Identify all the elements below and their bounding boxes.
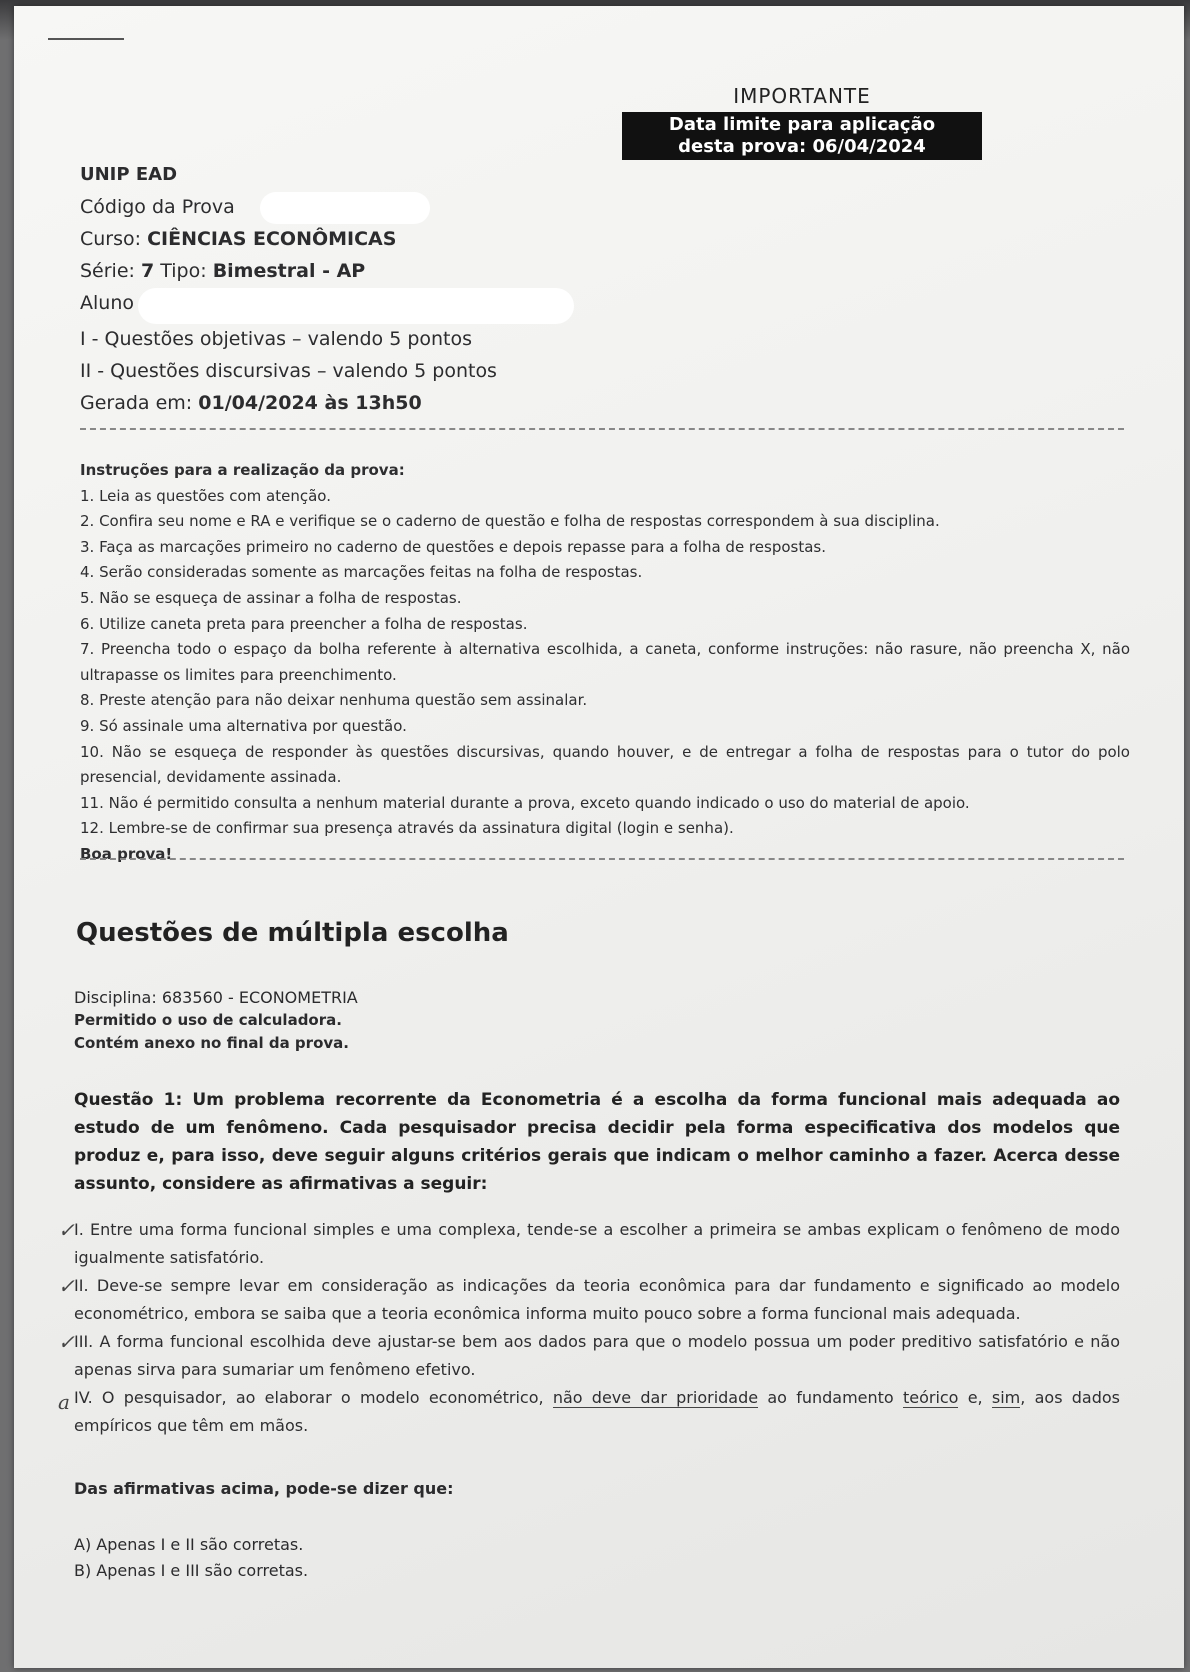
affirmative-item <box>58 1216 1120 1272</box>
instruction-item: 8. Preste atenção para não deixar nenhuma questão sem assinalar. <box>80 691 588 710</box>
affirmative-text: , aos dados empíricos que têm em mãos. <box>74 1388 1121 1435</box>
generated-value: 01/04/2024 às 13h50 <box>198 392 422 414</box>
deadline-box <box>622 112 982 160</box>
instruction-item: 2. Confira seu nome e RA e verifique se o caderno de questão e folha de respostas correspondem à sua disciplina. <box>80 512 940 531</box>
affirmative-item <box>58 1272 1120 1328</box>
important-notice <box>622 84 982 160</box>
student-line <box>80 292 134 314</box>
closing-text: Boa prova! <box>80 844 173 863</box>
affirmative-text: I. Entre uma forma funcional simples e uma complexa, tende-se a escolher a primeira se ambas explicam o fenômeno de modo igualmente satisfatório. <box>74 1220 1120 1267</box>
type-value: Bimestral - AP <box>212 260 366 282</box>
divider-top <box>80 428 1124 430</box>
instruction-item: 12. Lembre-se de confirmar sua presença através da assinatura digital (login e senha). <box>80 819 734 838</box>
options-list <box>74 1532 308 1584</box>
handwritten-check-mark: ✓ <box>58 1218 75 1242</box>
instruction-item: 9. Só assinale uma alternativa por questão. <box>80 716 407 735</box>
handwritten-check-mark: ✓ <box>58 1330 75 1354</box>
affirmative-text: e, <box>958 1388 992 1407</box>
redaction-code <box>260 192 430 224</box>
instruction-item: 5. Não se esqueça de assinar a folha de respostas. <box>80 588 462 607</box>
option-a: A) Apenas I e II são corretas. <box>74 1535 304 1554</box>
discipline-block <box>74 986 358 1055</box>
type-label: Tipo: <box>154 260 213 282</box>
calculator-note: Permitido o uso de calculadora. <box>74 1011 342 1029</box>
redaction-student <box>138 288 574 324</box>
instruction-item: 1. Leia as questões com atenção. <box>80 486 331 505</box>
underlined-text: teórico <box>902 1388 959 1407</box>
course-line <box>80 228 396 250</box>
affirmative-text: III. A forma funcional escolhida deve ajustar-se bem aos dados para que o modelo possua um poder preditivo satisfatório e não apenas sirva para sumariar um fenômeno efetivo. <box>74 1332 1120 1379</box>
instruction-item: 4. Serão consideradas somente as marcações feitas na folha de respostas. <box>80 563 643 582</box>
annex-note: Contém anexo no final da prova. <box>74 1034 349 1052</box>
affirmative-text: ao fundamento <box>758 1388 903 1407</box>
series-label: Série: <box>80 260 141 282</box>
option-b: B) Apenas I e III são corretas. <box>74 1561 309 1580</box>
part-2-line: II - Questões discursivas – valendo 5 pontos <box>80 360 497 382</box>
affirmative-text: II. Deve-se sempre levar em consideração as indicações da teoria econômica para dar fundamento e significado ao modelo econométrico, embora se saiba que a teoria econômica informa muito pouco sobre a forma funcional mais adequada. <box>74 1276 1120 1323</box>
underlined-text: sim <box>991 1388 1021 1407</box>
deadline-line-1: Data limite para aplicação <box>668 114 936 135</box>
handwritten-mark: a <box>58 1390 70 1414</box>
generated-label: Gerada em: <box>80 392 199 414</box>
instructions-block <box>80 458 1130 868</box>
underlined-text: não deve dar prioridade <box>552 1388 759 1407</box>
deadline-line-2: desta prova: 06/04/2024 <box>678 136 926 157</box>
question-prompt: Das afirmativas acima, pode-se dizer que: <box>74 1479 454 1498</box>
student-label: Aluno <box>80 292 134 314</box>
affirmatives-list <box>58 1216 1121 1440</box>
instruction-item: 11. Não é permitido consulta a nenhum material durante a prova, exceto quando indicado o uso do material de apoio. <box>80 793 970 812</box>
instructions-heading: Instruções para a realização da prova: <box>80 461 405 479</box>
exam-code-label: Código da Prova <box>80 196 235 218</box>
instruction-item: 10. Não se esqueça de responder às questões discursivas, quando houver, e de entregar a folha de respostas para o tutor do polo presencial, devidamente assinada. <box>80 742 1130 787</box>
institution-name: UNIP EAD <box>80 164 178 185</box>
divider-bottom <box>80 858 1124 860</box>
generated-line <box>80 392 422 414</box>
question-1-text: Questão 1: Um problema recorrente da Econometria é a escolha da forma funcional mais adequada ao estudo de um fenômeno. Cada pesquisador precisa decidir pela forma especificativa dos modelos que produz e, para isso, deve seguir alguns critérios gerais que indicam o melhor caminho a fazer. Acerca desse assunto, considere as afirmativas a seguir: <box>74 1090 1120 1194</box>
course-value: CIÊNCIAS ECONÔMICAS <box>147 228 397 250</box>
exam-sheet <box>14 6 1184 1668</box>
part-1-line: I - Questões objetivas – valendo 5 pontos <box>80 328 473 350</box>
instruction-item: 6. Utilize caneta preta para preencher a folha de respostas. <box>80 614 528 633</box>
course-label: Curso: <box>80 228 148 250</box>
handwritten-check-mark: ✓ <box>58 1274 75 1298</box>
affirmative-item <box>58 1384 1121 1440</box>
instruction-item: 3. Faça as marcações primeiro no caderno de questões e depois repasse para a folha de respostas. <box>80 537 826 556</box>
discipline-line: Disciplina: 683560 - ECONOMETRIA <box>74 988 358 1007</box>
important-title: IMPORTANTE <box>733 84 871 108</box>
section-title: Questões de múltipla escolha <box>76 918 509 948</box>
instruction-item: 7. Preencha todo o espaço da bolha referente à alternativa escolhida, a caneta, conforme instruções: não rasure, não preencha X, não ultrapasse os limites para preenchimento. <box>80 640 1130 684</box>
series-value: 7 <box>140 260 155 282</box>
series-line <box>80 260 365 282</box>
affirmative-text: IV. O pesquisador, ao elaborar o modelo econométrico, <box>74 1388 553 1407</box>
corner-mark <box>48 38 124 40</box>
affirmative-item <box>58 1328 1120 1384</box>
